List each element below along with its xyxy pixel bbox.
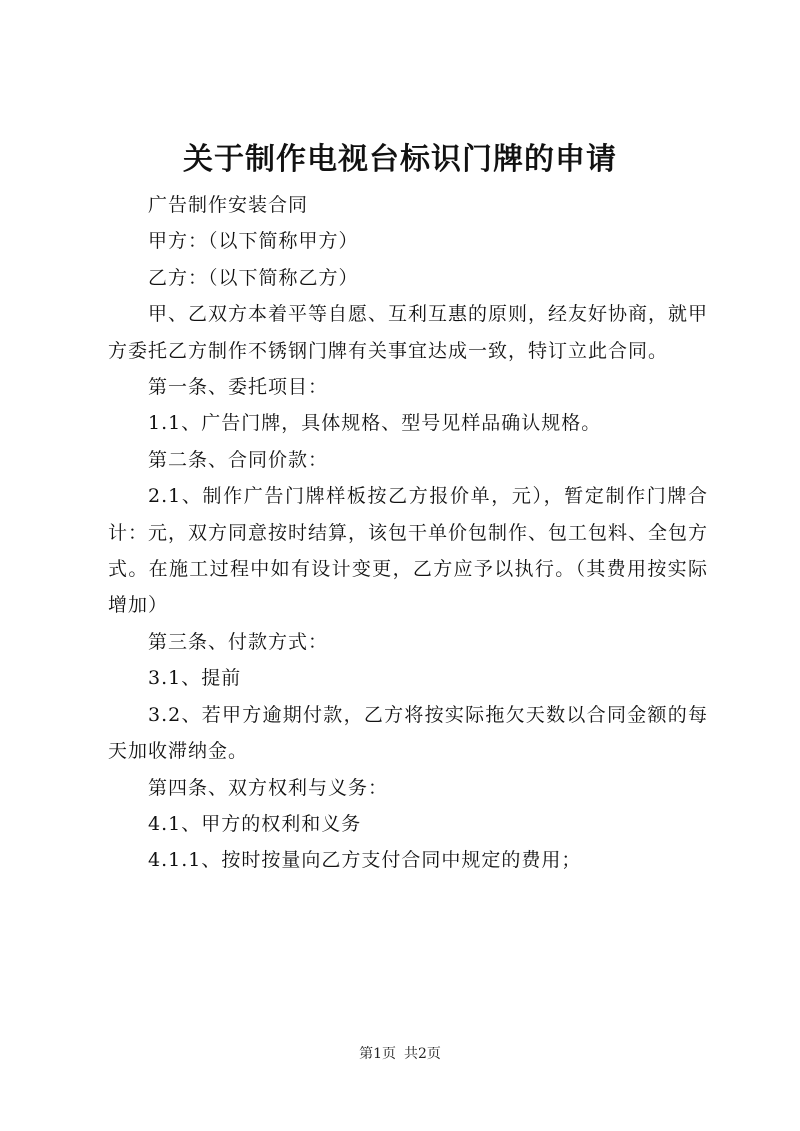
paragraph-clause-4-1-1: 4.1.1、按时按量向乙方支付合同中规定的费用；	[148, 849, 582, 872]
page-number: 第1页	[359, 1046, 396, 1062]
page-footer	[0, 1044, 800, 1064]
paragraph-clause-2-1: 2.1、制作广告门牌样板按乙方报价单，元），暂定制作门牌合计：元，双方同意按时结算，该包干单价包制作、包工包料、全包方式。在施工过程中如有设计变更，乙方应予以执行。（其费用按实际增加）	[108, 485, 709, 617]
heading-article-1: 第一条、委托项目：	[148, 376, 329, 399]
heading-article-2: 第二条、合同价款：	[148, 448, 329, 471]
paragraph-preamble: 甲、乙双方本着平等自愿、互利互惠的原则，经友好协商，就甲方委托乙方制作不锈钢门牌有关事宜达成一致，特订立此合同。	[108, 303, 709, 362]
document-body	[108, 187, 708, 879]
paragraph-party-a: 甲方：（以下简称甲方）	[148, 230, 359, 253]
paragraph-clause-4-1: 4.1、甲方的权利和义务	[148, 812, 362, 835]
total-pages: 共2页	[404, 1046, 441, 1062]
heading-article-4: 第四条、双方权利与义务：	[148, 776, 389, 799]
paragraph-clause-3-2: 3.2、若甲方逾期付款，乙方将按实际拖欠天数以合同金额的每天加收滞纳金。	[108, 703, 708, 763]
heading-article-3: 第三条、付款方式：	[148, 630, 329, 653]
paragraph-clause-3-1: 3.1、提前	[148, 667, 242, 690]
paragraph-contract-name: 广告制作安装合同	[148, 194, 309, 216]
paragraph-clause-1-1: 1.1、广告门牌，具体规格、型号见样品确认规格。	[148, 412, 602, 435]
paragraph-party-b: 乙方：（以下简称乙方）	[148, 266, 359, 289]
document-title: 关于制作电视台标识门牌的申请	[183, 142, 617, 177]
